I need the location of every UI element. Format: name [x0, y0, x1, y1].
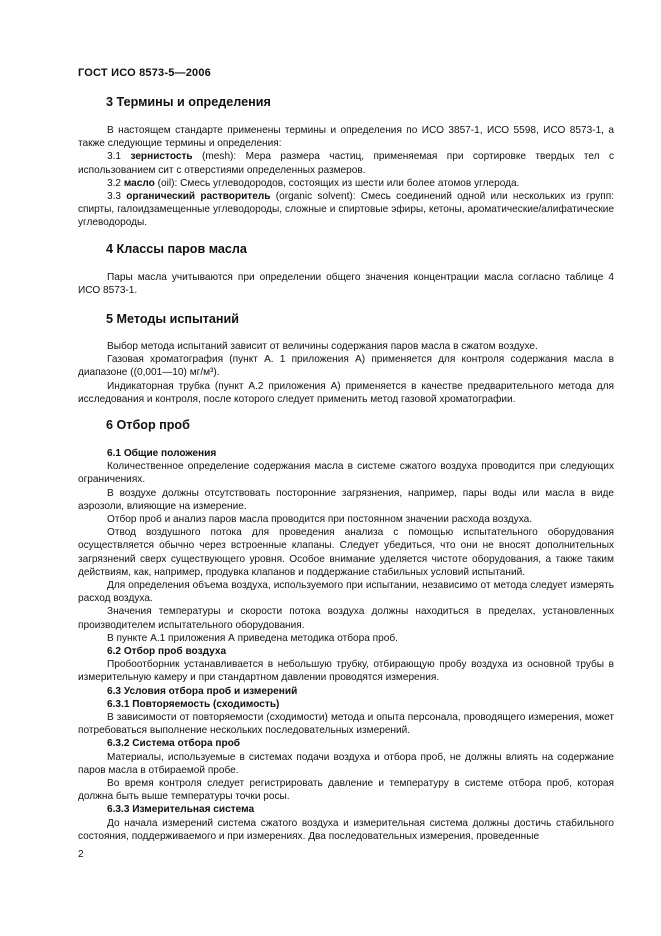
term-number: 3.3: [107, 191, 127, 203]
term-definition: (mesh): Мера размера частиц, применяемая при сортировке твердых тел с использованием сит с отверстиями определенных размеров.: [78, 151, 614, 176]
section-4-title: 4 Классы паров масла: [106, 242, 247, 256]
paragraph: Значения температуры и скорости потока воздуха должны находиться в пределах, установленных производителем испытательного оборудования.: [78, 606, 614, 631]
section-3-body: [78, 124, 614, 230]
paragraph: В настоящем стандарте применены термины и определения по ИСО 3857-1, ИСО 5598, ИСО 8573-1, а также следующие термины и определения:: [78, 125, 614, 150]
paragraph: Во время контроля следует регистрировать давление и температуру в системе отбора проб, которая должна быть выше температуры точки росы.: [78, 778, 614, 803]
subsection-6-3-2-title: 6.3.2 Система отбора проб: [107, 738, 241, 750]
paragraph: Для определения объема воздуха, используемого при испытании, независимо от метода следует измерять расход воздуха.: [78, 580, 614, 605]
term-name: органический растворитель: [126, 191, 271, 203]
subsection-6-3-title: 6.3 Условия отбора проб и измерений: [107, 685, 298, 697]
section-6-body: [78, 447, 614, 843]
term-3-2: [78, 177, 614, 190]
term-definition: (organic solvent): Смесь соединений одной или нескольких из групп: спирты, галоидзамещенные углеводороды, сложные и спиртовые эфиры, кетоны, ароматические/алифатические углеводороды.: [78, 191, 614, 229]
term-name: масло: [123, 177, 155, 189]
paragraph: Выбор метода испытаний зависит от величины содержания паров масла в сжатом воздухе.: [107, 341, 538, 352]
paragraph: Отбор проб и анализ паров масла проводится при постоянном значении расхода воздуха.: [107, 514, 533, 526]
paragraph: Количественное определение содержания масла в системе сжатого воздуха проводится при следующих ограничениях.: [78, 461, 614, 486]
section-5-body: [78, 340, 614, 406]
paragraph: Газовая хроматография (пункт А. 1 приложения А) применяется для контроля содержания масла в диапазоне ((0,001—10) мг/м³).: [78, 354, 614, 379]
term-number: 3.1: [107, 151, 131, 163]
term-name: зернистость: [130, 151, 193, 163]
paragraph: До начала измерений система сжатого воздуха и измерительная система должны достичь стабильного состояния, поддерживаемого и при измерениях. Два последовательных измерения, проведенные: [78, 817, 614, 842]
section-4-body: [78, 271, 614, 297]
paragraph: Индикаторная трубка (пункт А.2 приложения А) применяется в качестве предварительного метода для исследования и контроля, после которого следует применить метод газовой хроматографии.: [78, 380, 614, 405]
document-header: ГОСТ ИСО 8573-5—2006: [78, 67, 212, 79]
term-number: 3.2: [107, 177, 124, 189]
page-number: 2: [78, 849, 84, 860]
paragraph: В зависимости от повторяемости (сходимости) метода и опыта персонала, проводящего измерения, может потребоваться выполнение нескольких последовательных измерений.: [78, 712, 614, 737]
term-3-1: [78, 150, 614, 176]
subsection-6-1-title: 6.1 Общие положения: [107, 448, 217, 459]
paragraph: Материалы, используемые в системах подачи воздуха и отбора проб, не должны влиять на содержание паров масла в отбираемой пробе.: [78, 751, 614, 776]
paragraph: В воздухе должны отсутствовать посторонние загрязнения, например, пары воды или масла в виде аэрозоли, влияющие на измерение.: [78, 487, 614, 512]
section-3-title: 3 Термины и определения: [106, 95, 271, 109]
paragraph: В пункте А.1 приложения А приведена методика отбора проб.: [107, 632, 398, 644]
term-definition: (oil): Смесь углеводородов, состоящих из шести или более атомов углерода.: [154, 177, 520, 189]
section-5-title: 5 Методы испытаний: [106, 312, 239, 326]
paragraph: Отвод воздушного потока для проведения анализа с помощью испытательного оборудования осуществляется обычно через встроенные клапаны. Следует убедиться, что они не вносят дополнительных загрязнений сверх существующего уровня. Особое внимание уделяется чистоте оборудования, а также таким действиям, как, например, продувка клапанов и поддержание стабильных условий испытаний.: [78, 527, 614, 578]
subsection-6-3-3-title: 6.3.3 Измерительная система: [107, 804, 255, 816]
section-6-title: 6 Отбор проб: [106, 418, 190, 432]
subsection-6-2-title: 6.2 Отбор проб воздуха: [107, 646, 227, 658]
term-3-3: [78, 190, 614, 230]
paragraph: Пары масла учитываются при определении общего значения концентрации масла согласно таблице 4 ИСО 8573-1.: [78, 272, 614, 297]
subsection-6-3-1-title: 6.3.1 Повторяемость (сходимость): [107, 698, 280, 710]
paragraph: Пробоотборник устанавливается в небольшую трубку, отбирающую пробу воздуха из основной трубы в измерительную камеру и при стандартном давлении проводятся измерения.: [78, 659, 614, 684]
